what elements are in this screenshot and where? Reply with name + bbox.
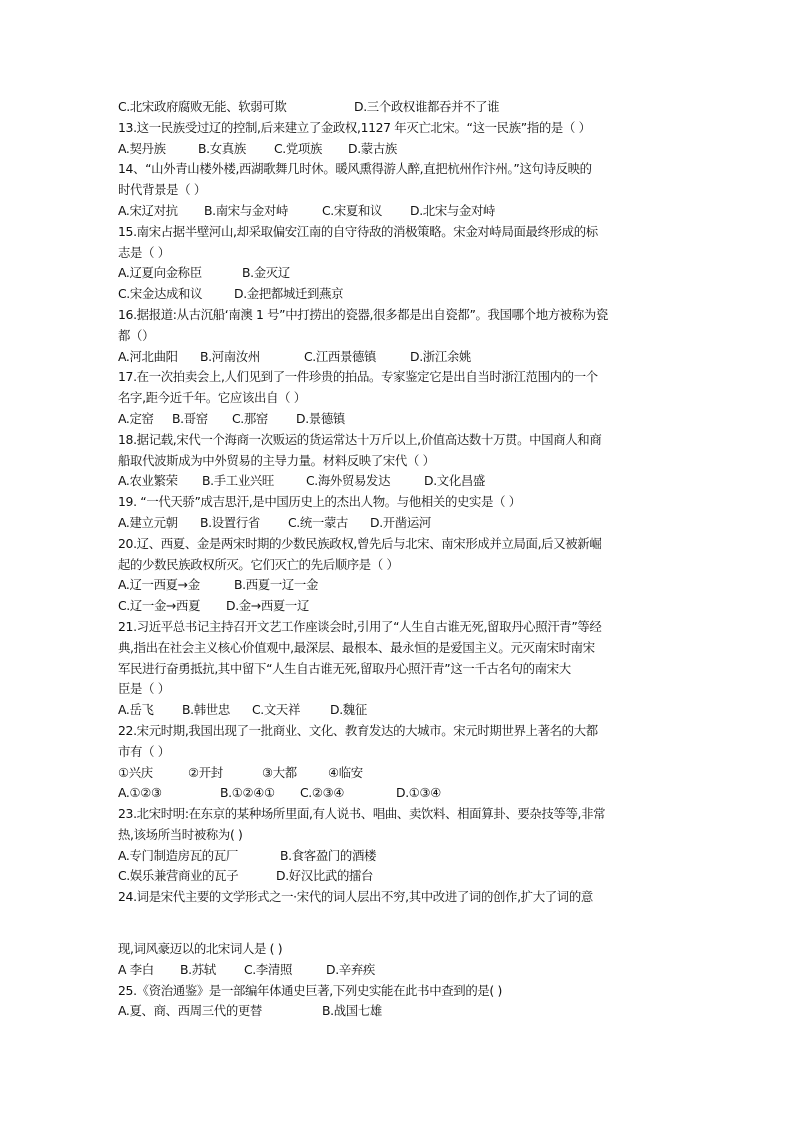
answer-option: C.文天祥	[252, 702, 301, 718]
question-text-line: 22.宋元时期,我国出现了一批商业、文化、教育发达的大城市。宋元时期世界上著名的大都	[118, 722, 598, 738]
answer-option: A.宋辽对抗	[118, 202, 178, 218]
answer-options-line	[118, 1001, 678, 1022]
answer-options-line	[118, 139, 678, 160]
answer-option: B.金灭辽	[242, 265, 290, 281]
answer-option: C.娱乐兼营商业的瓦子	[118, 868, 239, 884]
answer-options-line	[118, 575, 678, 596]
answer-option: D.文化昌盛	[424, 473, 485, 489]
answer-option: C.②③④	[300, 785, 345, 801]
question-text-line: 19. “一代天骄”成吉思汗,是中国历史上的杰出人物。与他相关的史实是（ ）	[118, 494, 521, 510]
answer-option: A 李白	[118, 961, 154, 977]
answer-option: C.北宋政府腐败无能、软弱可欺	[118, 99, 287, 114]
question-text-line: 热,该场所当时被称为( )	[118, 826, 243, 842]
answer-option: D.①③④	[396, 785, 442, 801]
question-text-line: 名字,距今近千年。它应该出自（ ）	[118, 390, 306, 406]
answer-option: B.食客盈门的酒楼	[280, 847, 377, 863]
answer-options-line	[118, 700, 678, 721]
answer-options-line	[118, 763, 678, 784]
answer-option: B.战国七雄	[322, 1003, 382, 1019]
question-text-line: 24.词是宋代主要的文学形式之一·宋代的词人层出不穷,其中改进了词的创作,扩大了词的意	[118, 889, 593, 905]
question-text-line: 21.习近平总书记主持召开文艺工作座谈会时,引用了“人生自古谁无死,留取丹心照汗青”等经	[118, 618, 602, 634]
answer-option: ①兴庆	[118, 764, 153, 780]
answer-option: A.岳飞	[118, 702, 154, 718]
answer-option: D.开凿运河	[370, 514, 431, 530]
answer-option: C.宋夏和议	[322, 202, 383, 218]
question-text-line: 17.在一次拍卖会上,人们见到了一件珍贵的拍品。专家鉴定它是出自当时浙江范围内的一个	[118, 369, 598, 385]
answer-option: B.设置行省	[200, 514, 260, 530]
answer-option: ③大都	[262, 764, 297, 780]
answer-option: B.①②④①	[220, 785, 275, 801]
answer-option: C.江西景德镇	[304, 348, 377, 364]
question-text-line: 13.这一民族受过辽的控制,后来建立了金政权,1127 年灭亡北宋。“这一民族”指的是（ ）	[118, 119, 591, 135]
answer-option: A.农业繁荣	[118, 473, 178, 489]
answer-option: D.金→西夏一辽	[226, 598, 310, 614]
question-text-line: 军民进行奋勇抵抗,其中留下“人生自古谁无死,留取丹心照汗青”这一千古名句的南宋大	[118, 660, 571, 676]
answer-option: B.河南汝州	[200, 348, 260, 364]
answer-option: D.三个政权谁都吞并不了谁	[354, 99, 500, 114]
answer-options-line	[118, 783, 678, 804]
answer-option: D.好汉比武的擂台	[276, 868, 374, 884]
question-text-line: 船取代波斯成为中外贸易的主导力量。材料反映了宋代（ ）	[118, 452, 435, 468]
answer-option: C.宋金达成和议	[118, 286, 203, 302]
answer-option: A.辽一西夏→金	[118, 577, 200, 593]
answer-option: A.契丹族	[118, 140, 166, 156]
question-text-line: 20.辽、西夏、金是两宋时期的少数民族政权,曾先后与北宋、南宋形成并立局面,后又被新崛	[118, 535, 602, 551]
answer-option: D.蒙古族	[348, 140, 397, 156]
answer-options-line	[118, 596, 678, 617]
answer-option: A.建立元朝	[118, 514, 178, 530]
answer-option: C.那窑	[232, 410, 268, 426]
answer-option: B.南宋与金对峙	[204, 202, 288, 218]
answer-option: D.魏征	[330, 702, 367, 718]
question-text-line: 25.《资治通鉴》是一部编年体通史巨著,下列史实能在此书中查到的是( )	[118, 982, 502, 998]
answer-option: C.辽一金→西夏	[118, 598, 201, 614]
question-text-line: 起的少数民族政权所灭。它们灭亡的先后顺序是（ ）	[118, 556, 399, 572]
question-text-line: 15.南宋占据半壁河山,却采取偏安江南的自守待敌的消极策略。宋金对峙局面最终形成的标	[118, 223, 598, 239]
answer-option: C.海外贸易发达	[306, 473, 391, 489]
answer-option: ②开封	[188, 764, 223, 780]
answer-options-line	[118, 846, 678, 867]
answer-option: D.浙江余姚	[410, 348, 471, 364]
question-text-line: 18.据记载,宋代一个海商一次贩运的货运常达十万斤以上,价值高达数十万贯。中国商人和商	[118, 431, 602, 447]
question-text-line: 23.北宋时明:在东京的某种场所里面,有人说书、唱曲、卖饮料、相面算卦、要杂技等等,非常	[118, 806, 606, 822]
answer-option: D.北宋与金对峙	[410, 202, 496, 218]
question-text-line: 市有（ ）	[118, 743, 170, 759]
answer-option: C.李清照	[244, 961, 293, 977]
answer-option: A.定窑	[118, 410, 154, 426]
answer-option: B.手工业兴旺	[202, 473, 274, 489]
answer-option: B.西夏一辽一金	[234, 577, 318, 593]
answer-option: A.夏、商、西周三代的更替	[118, 1003, 262, 1019]
question-text-line: 典,指出在社会主义核心价值观中,最深层、最根本、最永恒的是爱国主义。元灭南宋时南宋	[118, 639, 595, 655]
question-text-line: 时代背景是（ ）	[118, 182, 206, 198]
answer-option: A.河北曲阳	[118, 348, 178, 364]
answer-options-line	[118, 97, 678, 118]
answer-option: A.辽夏向金称臣	[118, 265, 202, 281]
answer-option: B.女真族	[198, 140, 246, 156]
answer-option: C.统一蒙古	[288, 514, 349, 530]
answer-option: A.专门制造房瓦的瓦厂	[118, 847, 238, 863]
answer-option: B.哥窑	[172, 410, 208, 426]
answer-options-line	[118, 263, 678, 284]
answer-options-line	[118, 960, 678, 981]
answer-options-line	[118, 201, 678, 222]
question-list	[118, 97, 678, 1022]
answer-option: B.苏轼	[180, 961, 216, 977]
answer-option: B.韩世忠	[182, 702, 230, 718]
answer-option: D.景德镇	[296, 410, 345, 426]
answer-option: C.党项族	[274, 140, 323, 156]
answer-options-line	[118, 284, 678, 305]
answer-option: D.金把都城迁到燕京	[234, 286, 344, 302]
answer-option: D.辛弃疾	[326, 961, 375, 977]
question-text-line: 现,词风豪迈以的北宋词人是 ( )	[118, 941, 283, 957]
answer-option: A.①②③	[118, 785, 162, 801]
answer-options-line	[118, 347, 678, 368]
answer-options-line	[118, 471, 678, 492]
answer-options-line	[118, 866, 678, 887]
answer-option: ④临安	[328, 764, 363, 780]
answer-options-line	[118, 409, 678, 430]
answer-options-line	[118, 513, 678, 534]
question-text-line: 臣是（ ）	[118, 681, 170, 697]
question-text-line: 16.据报道:从古沉船‘南澳 1 号”中打捞出的瓷器,很多都是出自瓷都”。我国哪个地方被称为瓷	[118, 306, 608, 322]
question-text-line: 14、“山外青山楼外楼,西湖歌舞几时休。暖风熏得游人醉,直把杭州作汴州。”这句诗反映的	[118, 161, 592, 177]
line-gap	[118, 908, 678, 939]
question-text-line: 志是（ ）	[118, 244, 170, 260]
question-text-line: 都（）	[118, 327, 155, 343]
